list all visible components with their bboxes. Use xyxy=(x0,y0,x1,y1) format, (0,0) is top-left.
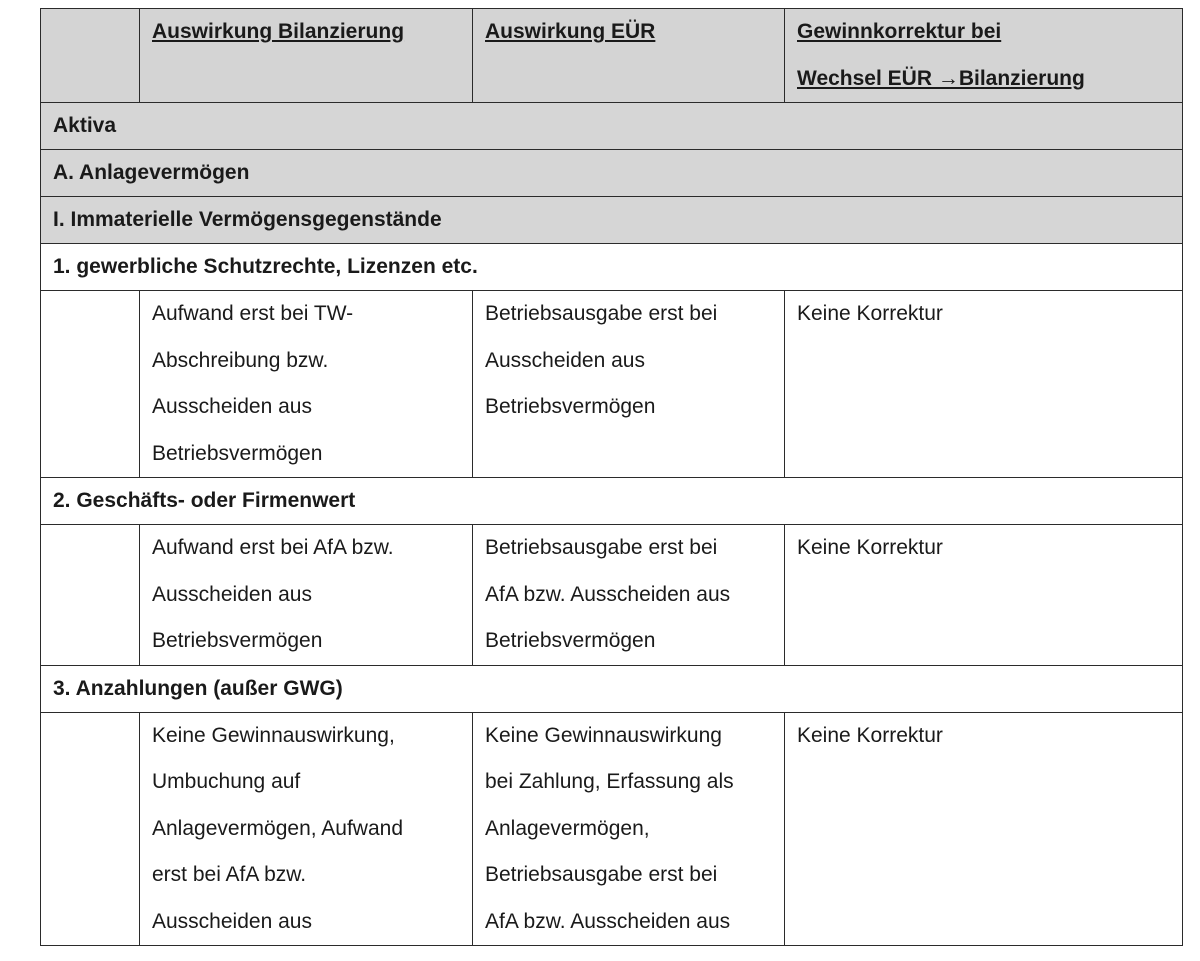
cell-text: Ausscheiden aus xyxy=(485,348,645,372)
cell-text: Keine Korrektur xyxy=(797,723,943,747)
header-eur-label: Auswirkung EÜR xyxy=(485,20,656,43)
cell-text: bei Zahlung, Erfassung als xyxy=(485,770,734,793)
cell-bilanzierung xyxy=(140,291,473,478)
subsection-row-1 xyxy=(41,244,1183,291)
cell-text: AfA bzw. Ausscheiden aus xyxy=(485,582,731,606)
cell-text: erst bei AfA bzw. xyxy=(152,863,307,886)
cell-text: Betriebsvermögen xyxy=(485,395,656,418)
cell-text: Aufwand erst bei TW- xyxy=(152,302,354,325)
row-empty-cell xyxy=(41,291,140,478)
cell-text: Betriebsausgabe erst bei xyxy=(485,863,718,886)
row-empty-cell xyxy=(41,712,140,946)
subsection-title: 1. gewerbliche Schutzrechte, Lizenzen etc. xyxy=(41,244,1183,291)
table-row xyxy=(41,525,1183,666)
cell-text: Keine Gewinnauswirkung, xyxy=(152,723,395,747)
section-row-aktiva xyxy=(41,103,1183,150)
header-eur xyxy=(473,9,785,103)
cell-text: AfA bzw. Ausscheiden aus xyxy=(485,909,731,933)
subsection-title: 2. Geschäfts- oder Firmenwert xyxy=(41,478,1183,525)
header-korrektur xyxy=(785,9,1183,103)
cell-text: Ausscheiden aus xyxy=(152,582,312,606)
header-bilanzierung xyxy=(140,9,473,103)
section-aktiva: Aktiva xyxy=(41,103,1183,150)
cell-eur xyxy=(473,712,785,946)
header-korrektur-line1: Gewinnkorrektur bei xyxy=(797,20,1002,43)
cell-text: Aufwand erst bei AfA bzw. xyxy=(152,536,394,559)
cell-text: Betriebsausgabe erst bei xyxy=(485,536,718,559)
table-row xyxy=(41,712,1183,946)
cell-text: Keine Korrektur xyxy=(797,302,943,325)
cell-text: Abschreibung bzw. xyxy=(152,348,329,372)
row-empty-cell xyxy=(41,525,140,666)
cell-text: Anlagevermögen, xyxy=(485,816,650,840)
section-row-immateriell xyxy=(41,197,1183,244)
header-empty-cell xyxy=(41,9,140,103)
subsection-row-3 xyxy=(41,665,1183,712)
header-bilanzierung-label: Auswirkung Bilanzierung xyxy=(152,20,405,43)
section-row-anlage xyxy=(41,150,1183,197)
cell-text: Betriebsvermögen xyxy=(152,441,323,465)
table-row xyxy=(41,291,1183,478)
cell-korrektur xyxy=(785,712,1183,946)
header-row xyxy=(41,9,1183,103)
cell-text: Ausscheiden aus xyxy=(152,395,312,418)
section-immaterielle: I. Immaterielle Vermögensgegenstände xyxy=(41,197,1183,244)
cell-text: Umbuchung auf xyxy=(152,770,301,793)
cell-text: Betriebsvermögen xyxy=(152,629,323,652)
subsection-title: 3. Anzahlungen (außer GWG) xyxy=(41,665,1183,712)
cell-text: Keine Gewinnauswirkung xyxy=(485,723,722,747)
cell-text: Keine Korrektur xyxy=(797,536,943,559)
subsection-row-2 xyxy=(41,478,1183,525)
cell-text: Betriebsausgabe erst bei xyxy=(485,302,718,325)
section-anlagevermoegen: A. Anlagevermögen xyxy=(41,150,1183,197)
cell-eur xyxy=(473,525,785,666)
cell-text: Anlagevermögen, Aufwand xyxy=(152,816,404,840)
cell-bilanzierung xyxy=(140,525,473,666)
cell-bilanzierung xyxy=(140,712,473,946)
cell-text: Ausscheiden aus xyxy=(152,909,312,933)
cell-eur xyxy=(473,291,785,478)
cell-korrektur xyxy=(785,525,1183,666)
header-korrektur-line2: Wechsel EÜR →Bilanzierung xyxy=(797,66,1085,90)
cell-korrektur xyxy=(785,291,1183,478)
cell-text: Betriebsvermögen xyxy=(485,629,656,652)
comparison-table xyxy=(40,8,1183,946)
